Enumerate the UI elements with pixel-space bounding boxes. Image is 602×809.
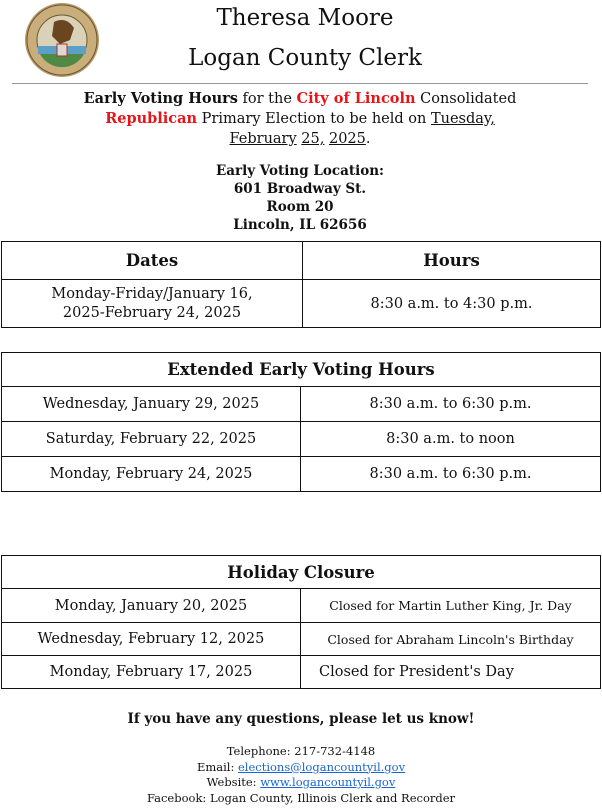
extended-hours-table [1, 352, 601, 492]
table-title: Extended Early Voting Hours [2, 353, 601, 387]
table-row: Monday, February 24, 2025 8:30 a.m. to 6:30 p.m. [2, 457, 601, 492]
table-row: Wednesday, February 12, 2025 Closed for Abraham Lincoln's Birthday [2, 623, 601, 656]
facebook: Facebook: Logan County, Illinois Clerk and Recorder [146, 790, 456, 805]
website-link[interactable]: www.logancountyil.gov [260, 775, 396, 789]
email-link[interactable]: elections@logancountyil.gov [237, 759, 406, 774]
questions-heading: If you have any questions, please let us know! [127, 711, 475, 727]
table-row: Saturday, February 22, 2025 8:30 a.m. to noon [2, 422, 601, 457]
telephone: Telephone: 217-732-4148 [226, 744, 376, 758]
column-header: Hours [303, 242, 601, 280]
holiday-closure-table [1, 555, 601, 689]
clerk-name: Theresa Moore [216, 5, 394, 31]
table-row: Monday, February 17, 2025 Closed for President's Day [2, 656, 601, 689]
intro-text: Early Voting Hours for the City of Lincoln Consolidated Republican Primary Election to be held on Tuesday, February 25, 2025. [83, 90, 517, 147]
county-seal-logo [24, 2, 100, 78]
column-header: Dates [2, 242, 303, 280]
table-row: Monday, January 20, 2025 Closed for Martin Luther King, Jr. Day [2, 589, 601, 623]
table-row: Wednesday, January 29, 2025 8:30 a.m. to 6:30 p.m. [2, 387, 601, 422]
table-row: Monday-Friday/January 16, 2025-February 24, 2025 8:30 a.m. to 4:30 p.m. [2, 280, 601, 328]
table-title: Holiday Closure [2, 556, 601, 589]
voting-location: Early Voting Location: 601 Broadway St. Room 20 Lincoln, IL 62656 [215, 163, 384, 233]
regular-hours-table [1, 241, 601, 328]
clerk-office: Logan County Clerk [188, 45, 422, 71]
contact-info: Telephone: 217-732-4148 Email: elections@logancountyil.gov Website: www.logancountyil.gov Facebook: Logan County, Illinois Clerk and Recorder [0, 744, 602, 806]
divider [12, 83, 588, 84]
